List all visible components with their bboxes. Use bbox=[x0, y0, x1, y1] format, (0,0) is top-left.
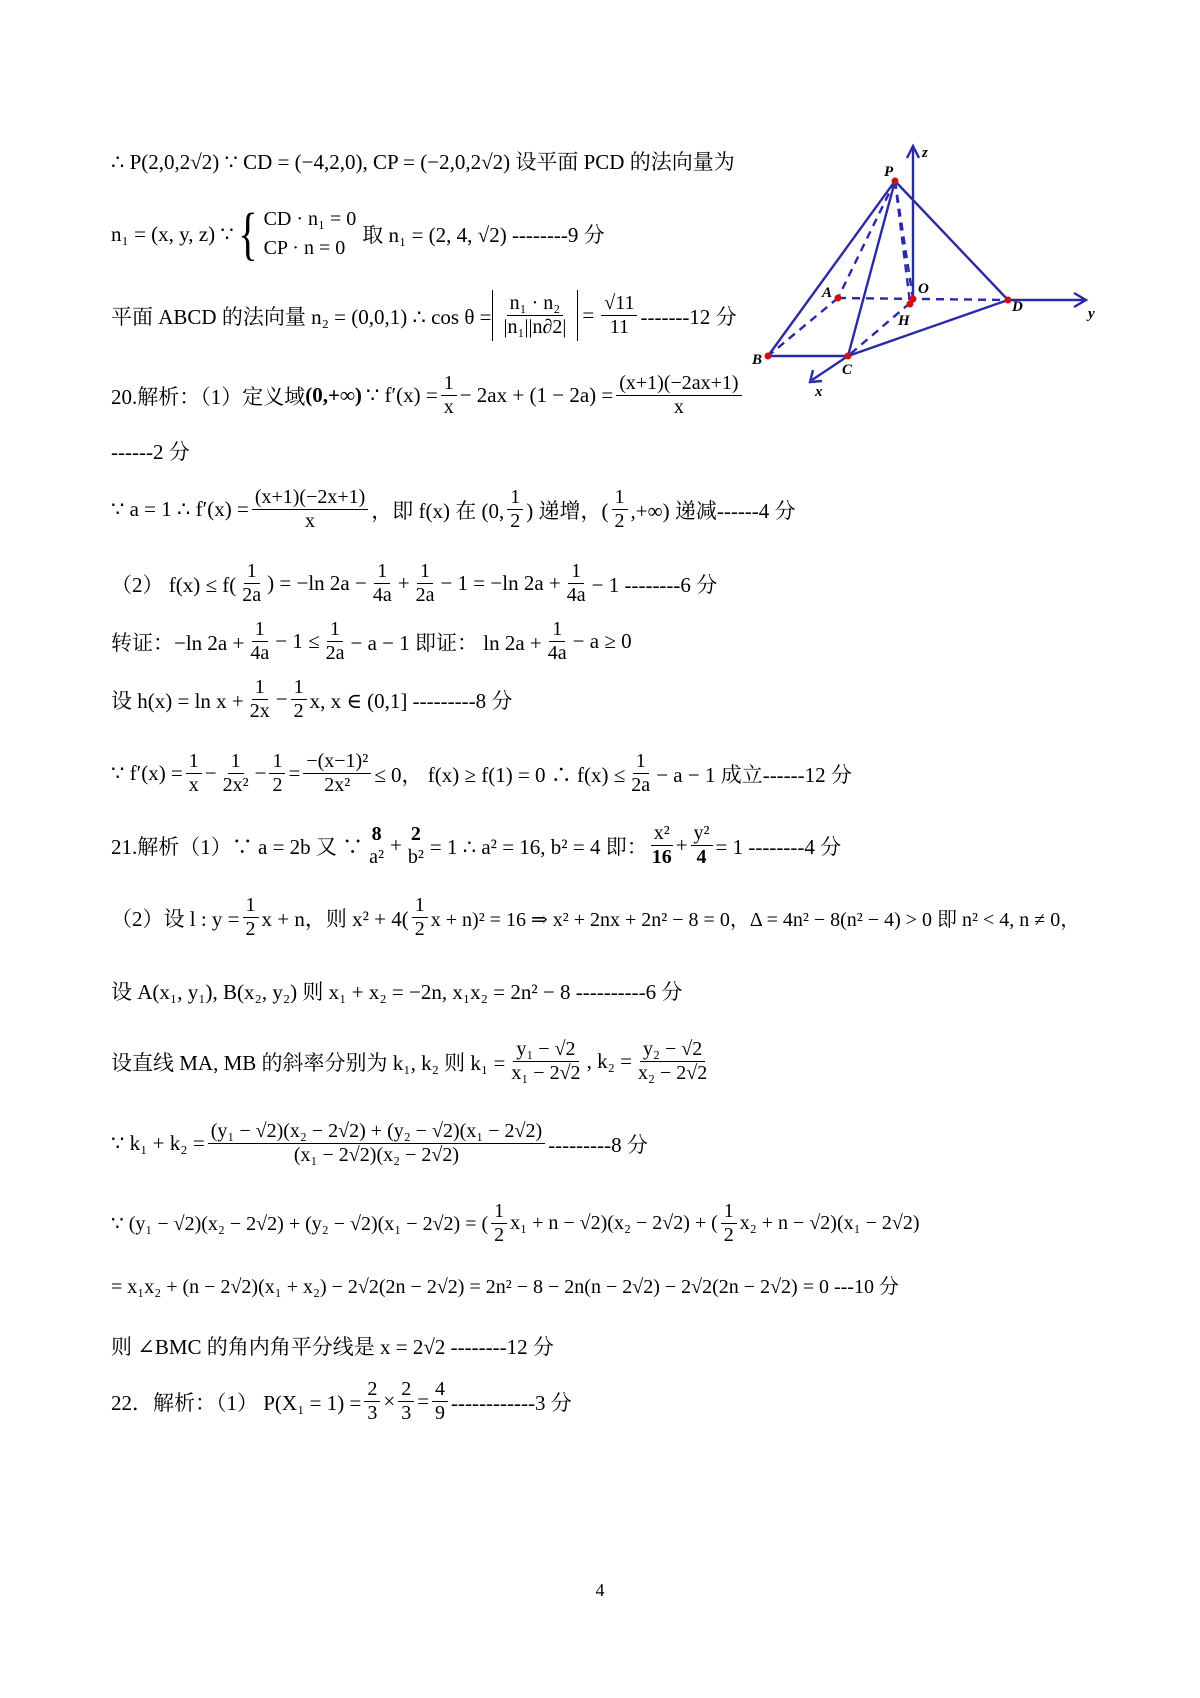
frac-den: 2 bbox=[245, 918, 256, 940]
frac-den: x bbox=[305, 510, 316, 532]
frac-num: (x+1)(−2ax+1) bbox=[616, 372, 741, 396]
edge-PA bbox=[838, 181, 895, 298]
label-D: D bbox=[1012, 299, 1023, 315]
line-08-pre: 转证：−ln 2a + bbox=[111, 630, 245, 655]
frac-num: 1 bbox=[291, 676, 307, 700]
line-09-post: x, x ∈ (0,1] ---------8 分 bbox=[309, 688, 513, 713]
cos-numerator: √11 bbox=[601, 292, 637, 316]
line-17-text: = x₁x₂ + (n − 2√2)(x₁ + x₂) − 2√2(2n − 2√2) = 2n² − 8 − 2n(n − 2√2) − 2√2(2n − 2√2) = 0 ---10 分 bbox=[111, 1276, 899, 1298]
page-number: 4 bbox=[595, 1580, 605, 1600]
point-C bbox=[845, 353, 852, 360]
label-A: A bbox=[822, 285, 833, 301]
brace-icon: { bbox=[237, 201, 258, 266]
frac-num: y₂ − √2 bbox=[640, 1038, 705, 1062]
abs-numerator: n₁ · n₂ bbox=[507, 292, 564, 316]
frac-den: 2x² bbox=[324, 774, 351, 796]
point-H bbox=[907, 301, 914, 308]
frac-den: x₂ − 2√2 bbox=[637, 1062, 708, 1084]
frac-den: 2 bbox=[272, 774, 283, 796]
line-15-post: ---------8 分 bbox=[548, 1132, 648, 1157]
point-B bbox=[765, 353, 772, 360]
edge-CD bbox=[848, 300, 1008, 356]
frac-den: x bbox=[673, 396, 684, 418]
frac-den: x bbox=[443, 396, 454, 418]
line-10-pre: ∵ f′(x) = bbox=[111, 761, 183, 785]
cos-denominator: 11 bbox=[609, 316, 629, 338]
frac-num: 1 bbox=[243, 894, 259, 918]
line-07-mid: ) = −ln 2a − bbox=[267, 571, 367, 595]
frac-num: 1 bbox=[568, 560, 584, 584]
frac-den: 2 bbox=[510, 510, 521, 532]
line-07-pre: （2） f(x) ≤ f( bbox=[111, 572, 237, 597]
line-08-mid: − 1 ≤ bbox=[275, 629, 320, 653]
frac-den: 2 bbox=[494, 1224, 505, 1246]
line-19-pre: 22．解析：（1） P(X₁ = 1) = bbox=[111, 1390, 362, 1415]
frac-den: 3 bbox=[401, 1402, 412, 1424]
abs-denominator: |n₁||n∂2| bbox=[503, 316, 567, 338]
frac-den: x₁ − 2√2 bbox=[511, 1062, 581, 1084]
frac-num: y₁ − √2 bbox=[513, 1038, 578, 1062]
frac-num: 1 bbox=[612, 486, 628, 510]
frac-num: 1 bbox=[721, 1200, 737, 1224]
point-D bbox=[1005, 297, 1012, 304]
edge-HC bbox=[848, 303, 910, 356]
line-12-pre: （2）设 l : y = bbox=[111, 906, 240, 931]
frac-den: 2 bbox=[414, 918, 425, 940]
frac-num: 1 bbox=[186, 750, 202, 774]
frac-num: x² bbox=[651, 822, 673, 846]
frac-num: 2 bbox=[398, 1378, 414, 1402]
frac-den: a² bbox=[369, 845, 385, 868]
line-16-mid: x₁ + n − √2)(x₂ − 2√2) + ( bbox=[510, 1212, 718, 1234]
line-16-post: x₂ + n − √2)(x₁ − 2√2) bbox=[739, 1212, 920, 1234]
frac-den: x bbox=[188, 774, 199, 796]
frac-den: 4a bbox=[372, 584, 392, 606]
line-08-post: − a ≥ 0 bbox=[572, 629, 632, 653]
system-eq-1: CD · n₁ = 0 bbox=[263, 208, 357, 230]
frac-num: 1 bbox=[549, 618, 565, 642]
frac-num: 2 bbox=[364, 1378, 380, 1402]
operator: − bbox=[204, 761, 217, 785]
domain-interval: (0,+∞) bbox=[305, 383, 362, 407]
label-C: C bbox=[842, 362, 853, 378]
line-08-mid2: − a − 1 即证： ln 2a + bbox=[350, 630, 542, 655]
frac-num: 1 bbox=[441, 372, 457, 396]
line-19-post: ------------3 分 bbox=[451, 1390, 572, 1415]
frac-den: 2x² bbox=[222, 774, 249, 796]
frac-num: 1 bbox=[374, 560, 390, 584]
frac-den: 4a bbox=[250, 642, 270, 664]
label-x: x bbox=[815, 384, 823, 400]
line-18-text: 则 ∠BMC 的角内角平分线是 x = 2√2 --------12 分 bbox=[111, 1335, 554, 1359]
line-06-pre: ∵ a = 1 ∴ f′(x) = bbox=[111, 497, 249, 521]
frac-den: 4a bbox=[547, 642, 567, 664]
frac-den: 2a bbox=[242, 584, 262, 606]
frac-den: 4a bbox=[566, 584, 586, 606]
line-10-post: − a − 1 成立------12 分 bbox=[656, 762, 852, 787]
frac-den: 4 bbox=[696, 846, 707, 868]
line-11-pre: 21.解析（1）∵ a = 2b 又 ∵ bbox=[111, 834, 364, 859]
system-eq-2: CP · n = 0 bbox=[263, 237, 346, 259]
line-07-mid3: − 1 = −ln 2a + bbox=[440, 571, 561, 595]
frac-den: (x₁ − 2√2)(x₂ − 2√2) bbox=[293, 1144, 459, 1166]
frac-den: 16 bbox=[651, 846, 672, 868]
frac-den: 3 bbox=[367, 1402, 378, 1424]
line-11-post: = 1 --------4 分 bbox=[715, 834, 842, 859]
operator: × bbox=[383, 1389, 396, 1413]
label-z: z bbox=[922, 145, 928, 161]
frac-den: 2a bbox=[415, 584, 435, 606]
line-10-mid: ≤ 0， f(x) ≥ f(1) = 0 ∴ f(x) ≤ bbox=[374, 762, 626, 787]
frac-num: 8 bbox=[371, 822, 382, 845]
line-07-mid2: + bbox=[397, 571, 410, 595]
frac-num: 1 bbox=[412, 894, 428, 918]
label-O: O bbox=[918, 281, 929, 297]
point-A bbox=[835, 295, 842, 302]
frac-den: 2a bbox=[631, 774, 651, 796]
line-09-pre: 设 h(x) = ln x + bbox=[111, 688, 244, 713]
line-03-post: -------12 分 bbox=[640, 304, 737, 329]
frac-num: 1 bbox=[252, 618, 268, 642]
frac-num: 1 bbox=[507, 486, 523, 510]
frac-num: 1 bbox=[269, 750, 285, 774]
line-06-post: ,+∞) 递减------4 分 bbox=[630, 498, 796, 523]
line-04-mid: ∵ f′(x) = bbox=[365, 383, 438, 407]
line-12-mid: x + n，则 x² + 4( bbox=[261, 906, 409, 931]
frac-den: b² bbox=[407, 845, 424, 868]
frac-num: (x+1)(−2x+1) bbox=[252, 486, 368, 510]
line-06-mid2: ) 递增，( bbox=[526, 498, 609, 523]
operator: + bbox=[675, 833, 688, 857]
line-11-mid: = 1 ∴ a² = 16, b² = 4 即： bbox=[429, 834, 648, 859]
label-B: B bbox=[752, 352, 763, 368]
line-01-text: ∴ P(2,0,2√2) ∵ CD = (−4,2,0), CP = (−2,0,2√2) 设平面 PCD 的法向量为 bbox=[111, 150, 735, 174]
frac-num: y² bbox=[691, 822, 713, 846]
line-03-pre: 平面 ABCD 的法向量 n₂ = (0,0,1) ∴ cos θ = bbox=[111, 304, 492, 329]
line-04-mid2: − 2ax + (1 − 2a) = bbox=[459, 383, 614, 407]
frac-num: 1 bbox=[417, 560, 433, 584]
label-H: H bbox=[898, 313, 910, 329]
line-14-pre: 设直线 MA, MB 的斜率分别为 k₁, k₂ 则 k₁ = bbox=[111, 1050, 506, 1075]
frac-den: 2 bbox=[723, 1224, 734, 1246]
line-13-text: 设 A(x₁, y₁), B(x₂, y₂) 则 x₁ + x₂ = −2n, x₁x₂ = 2n² − 8 ----------6 分 bbox=[111, 980, 683, 1004]
label-P: P bbox=[884, 164, 894, 180]
operator: − bbox=[254, 761, 267, 785]
line-02-pre: n₁ = (x, y, z) ∵ bbox=[111, 221, 234, 246]
frac-num: 1 bbox=[491, 1200, 507, 1224]
frac-num: 1 bbox=[252, 676, 268, 700]
edge-PC bbox=[848, 181, 895, 356]
line-05-text: ------2 分 bbox=[111, 440, 190, 464]
line-03-eq: = bbox=[582, 303, 595, 327]
line-02-post: 取 n₁ = (2, 4, √2) --------9 分 bbox=[362, 223, 605, 247]
frac-num: 1 bbox=[244, 560, 260, 584]
line-14-mid: , k₂ = bbox=[586, 1049, 632, 1073]
line-07-post: − 1 --------6 分 bbox=[591, 572, 718, 597]
frac-den: 2x bbox=[249, 700, 270, 722]
frac-den: 2 bbox=[614, 510, 625, 532]
label-y: y bbox=[1088, 306, 1095, 322]
frac-den: 2a bbox=[325, 642, 345, 664]
line-06-mid: ，即 f(x) 在 (0, bbox=[371, 498, 505, 523]
frac-num: 1 bbox=[633, 750, 649, 774]
frac-num: 4 bbox=[432, 1378, 448, 1402]
frac-num: −(x−1)² bbox=[303, 750, 371, 774]
operator: = bbox=[288, 761, 301, 785]
frac-num: 1 bbox=[228, 750, 244, 774]
line-12-post: x + n)² = 16 ⇒ x² + 2nx + 2n² − 8 = 0，Δ = 4n² − 8(n² − 4) > 0 即 n² < 4, n ≠ 0， bbox=[430, 909, 1081, 931]
line-15-pre: ∵ k₁ + k₂ = bbox=[111, 1131, 205, 1155]
line-16-pre: ∵ (y₁ − √2)(x₂ − 2√2) + (y₂ − √2)(x₁ − 2√2) = ( bbox=[111, 1213, 489, 1235]
frac-den: 9 bbox=[435, 1402, 446, 1424]
line-09-mid: − bbox=[275, 687, 288, 711]
operator: + bbox=[390, 833, 402, 857]
frac-num: 2 bbox=[410, 822, 421, 845]
frac-num: (y₁ − √2)(x₂ − 2√2) + (y₂ − √2)(x₁ − 2√2) bbox=[208, 1120, 545, 1144]
edge-PB bbox=[768, 181, 895, 356]
line-04-pre: 20.解析：（1）定义域 bbox=[111, 384, 306, 409]
operator: = bbox=[417, 1389, 430, 1413]
frac-den: 2 bbox=[293, 700, 304, 722]
frac-num: 1 bbox=[327, 618, 343, 642]
